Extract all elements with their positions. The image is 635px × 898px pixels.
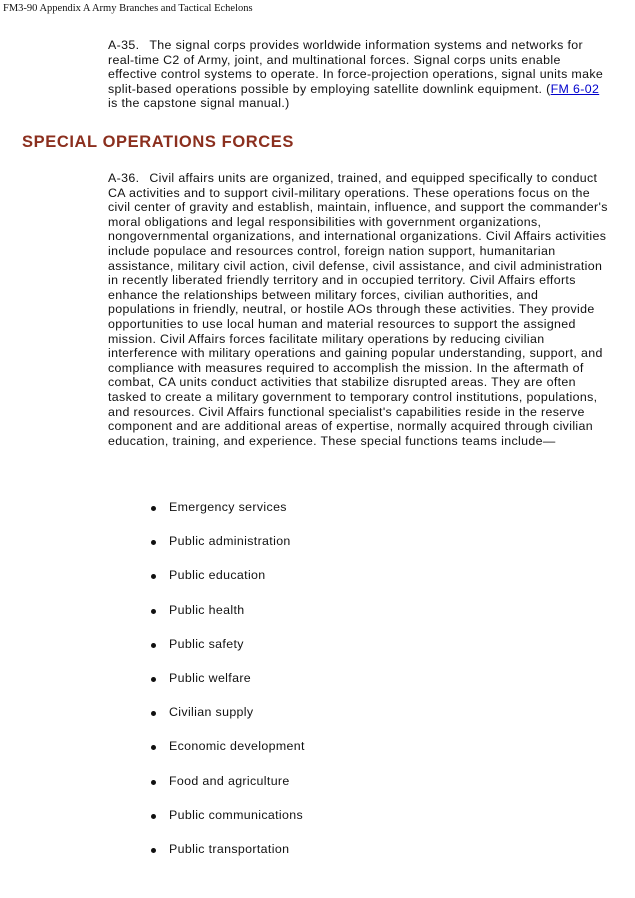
paragraph-a35 — [108, 38, 608, 111]
list-item-label: Public safety — [169, 636, 244, 651]
list-item-label: Food and agriculture — [169, 773, 290, 788]
bullet-icon — [151, 574, 156, 579]
list-item-label: Public education — [169, 568, 266, 583]
list-item — [148, 774, 305, 808]
list-item-label: Civilian supply — [169, 705, 254, 720]
paragraph-text: Civil affairs units are organized, trained, and equipped specifically to conduct CA activities and to support civil-military operations. These operations focus on the civil center of gravity and establish, maintain, influence, and support the commander's moral obligations and legal responsibilities with government organizations, nongovernmental organizations, and international organizations. Civil Affairs activities include populace and resources control, foreign nation support, humanitarian assistance, military civil action, civil defense, civil assistance, and civil administration in recently liberated friendly territory and in occupied territory. Civil Affairs efforts enhance the relationships between military forces, civilian authorities, and populations in friendly, neutral, or hostile AOs through these activities. They provide opportunities to use local human and material resources to support the assigned mission. Civil Affairs forces facilitate military operations by reducing civilian interference with military operations and gaining popular understanding, support, and compliance with measures required to accomplish the mission. In the aftermath of combat, CA units conduct activities that stabilize disrupted areas. They are often tasked to create a military government to temporary control institutions, populations, and resources. Civil Affairs functional specialist's capabilities reside in the reserve component and are additional areas of expertise, normally acquired through civilian education, training, and experience. These special functions teams include— — [108, 171, 608, 448]
section-heading: SPECIAL OPERATIONS FORCES — [22, 133, 295, 151]
list-item — [148, 705, 305, 739]
list-item-label: Public administration — [169, 534, 291, 549]
bullet-icon — [151, 506, 156, 511]
functions-list — [148, 500, 305, 876]
bullet-icon — [151, 711, 156, 716]
bullet-icon — [151, 780, 156, 785]
paragraph-number: A-35. — [108, 38, 140, 52]
bullet-icon — [151, 643, 156, 648]
paragraph-a36 — [108, 171, 608, 448]
list-item — [148, 637, 305, 671]
paragraph-text-end: is the capstone signal manual.) — [108, 96, 290, 111]
list-item — [148, 603, 305, 637]
list-item — [148, 842, 305, 876]
fm-6-02-link[interactable]: FM 6-02 — [550, 81, 600, 96]
list-item-label: Emergency services — [169, 500, 287, 514]
bullet-icon — [151, 745, 156, 750]
list-item — [148, 568, 305, 602]
list-item-label: Public communications — [169, 807, 304, 822]
list-item — [148, 739, 305, 773]
bullet-icon — [151, 609, 156, 614]
list-item-label: Economic development — [169, 739, 305, 754]
list-item — [148, 500, 305, 534]
list-item-label: Public welfare — [169, 670, 252, 685]
list-item — [148, 808, 305, 842]
list-item-label: Public health — [169, 602, 245, 617]
list-item — [148, 671, 305, 705]
bullet-icon — [151, 540, 156, 545]
bullet-icon — [151, 848, 156, 853]
running-header: FM3-90 Appendix A Army Branches and Tactical Echelons — [3, 3, 253, 14]
bullet-icon — [151, 814, 156, 819]
list-item — [148, 534, 305, 568]
bullet-icon — [151, 677, 156, 682]
list-item-label: Public transportation — [169, 841, 290, 856]
paragraph-number: A-36. — [108, 171, 140, 185]
paragraph-text: The signal corps provides worldwide information systems and networks for real-time C2 of Army, joint, and multinational forces. Signal corps units enable effective control systems to operate. In force-projection operations, signal units make split-based operations possible by employing satellite downlink equipment. ( — [108, 38, 604, 96]
